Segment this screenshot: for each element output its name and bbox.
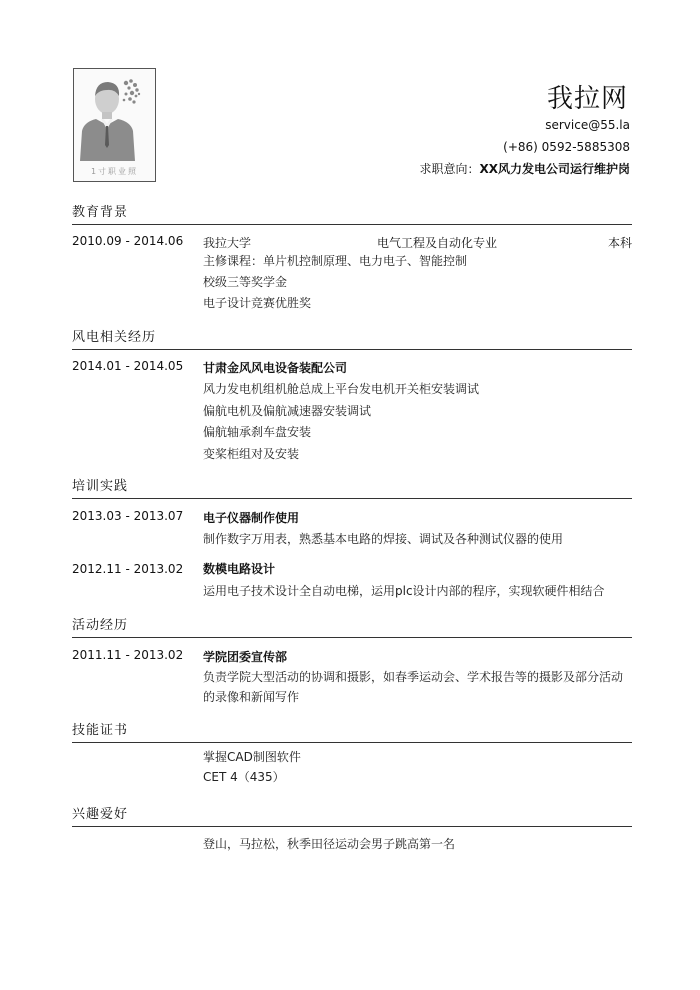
list-item: 电子设计竞赛优胜奖 (203, 296, 312, 310)
section-divider (72, 349, 632, 350)
organization-name: 学院团委宣传部 (203, 650, 288, 664)
list-item: CET 4（435） (203, 770, 285, 784)
objective-label: 求职意向： (419, 162, 480, 176)
section-divider (72, 742, 632, 743)
project-description: 运用电子技术设计全自动电梯，运用plc设计内部的程序，实现软硬件相结合 (203, 584, 605, 598)
section-skills (72, 722, 632, 784)
section-hobbies (72, 806, 632, 851)
list-item: 主修课程：单片机控制原理、电力电子、智能控制 (203, 254, 468, 268)
section-divider (72, 224, 632, 225)
hobbies-text: 登山，马拉松，秋季田径运动会男子跳高第一名 (203, 837, 456, 851)
profile-photo-placeholder (73, 68, 156, 182)
job-objective (419, 160, 630, 177)
list-item: 校级三等奖学金 (203, 275, 288, 289)
project-name: 电子仪器制作使用 (203, 511, 300, 525)
list-item: 偏航电机及偏航减速器安装调试 (203, 404, 372, 418)
section-divider (72, 498, 632, 499)
avatar-silhouette-icon (74, 69, 155, 181)
list-item: 风力发电机组机舱总成上平台发电机开关柜安装调试 (203, 382, 480, 396)
entry-date: 2014.01 - 2014.05 (72, 359, 184, 373)
degree: 本科 (607, 236, 632, 250)
section-activity (72, 617, 632, 704)
photo-caption: 1寸职业照 (90, 167, 139, 176)
section-title: 兴趣爱好 (72, 807, 129, 822)
section-divider (72, 637, 632, 638)
major: 电气工程及自动化专业 (377, 236, 498, 250)
section-title: 活动经历 (72, 618, 129, 633)
list-item: 变桨柜组对及安装 (203, 447, 300, 461)
project-name: 数模电路设计 (203, 562, 276, 576)
list-item: 偏航轴承刹车盘安装 (203, 425, 312, 439)
section-divider (72, 826, 632, 827)
section-training (72, 478, 632, 598)
project-description: 制作数字万用表，熟悉基本电路的焊接、调试及各种测试仪器的使用 (203, 532, 564, 546)
email: service@55.la (545, 118, 630, 132)
section-education (72, 204, 632, 310)
company-name: 甘肃金风风电设备装配公司 (203, 361, 348, 375)
entry-date: 2013.03 - 2013.07 (72, 509, 184, 523)
objective-value: XX风力发电公司运行维护岗 (479, 162, 630, 176)
entry-date: 2011.11 - 2013.02 (72, 648, 184, 662)
phone: (+86) 0592-5885308 (503, 140, 630, 154)
entry-date: 2010.09 - 2014.06 (72, 234, 184, 248)
section-title: 培训实践 (72, 479, 129, 494)
entry-date: 2012.11 - 2013.02 (72, 562, 184, 576)
section-title: 教育背景 (72, 205, 129, 220)
section-wind-experience (72, 329, 632, 461)
section-title: 风电相关经历 (72, 330, 157, 345)
activity-description: 负责学院大型活动的协调和摄影，如春季运动会、学术报告等的摄影及部分活动的录像和新闻写作 (203, 670, 624, 704)
candidate-name: 我拉网 (546, 84, 628, 114)
section-title: 技能证书 (72, 723, 129, 738)
list-item: 掌握CAD制图软件 (203, 750, 301, 764)
school-name: 我拉大学 (203, 236, 252, 250)
